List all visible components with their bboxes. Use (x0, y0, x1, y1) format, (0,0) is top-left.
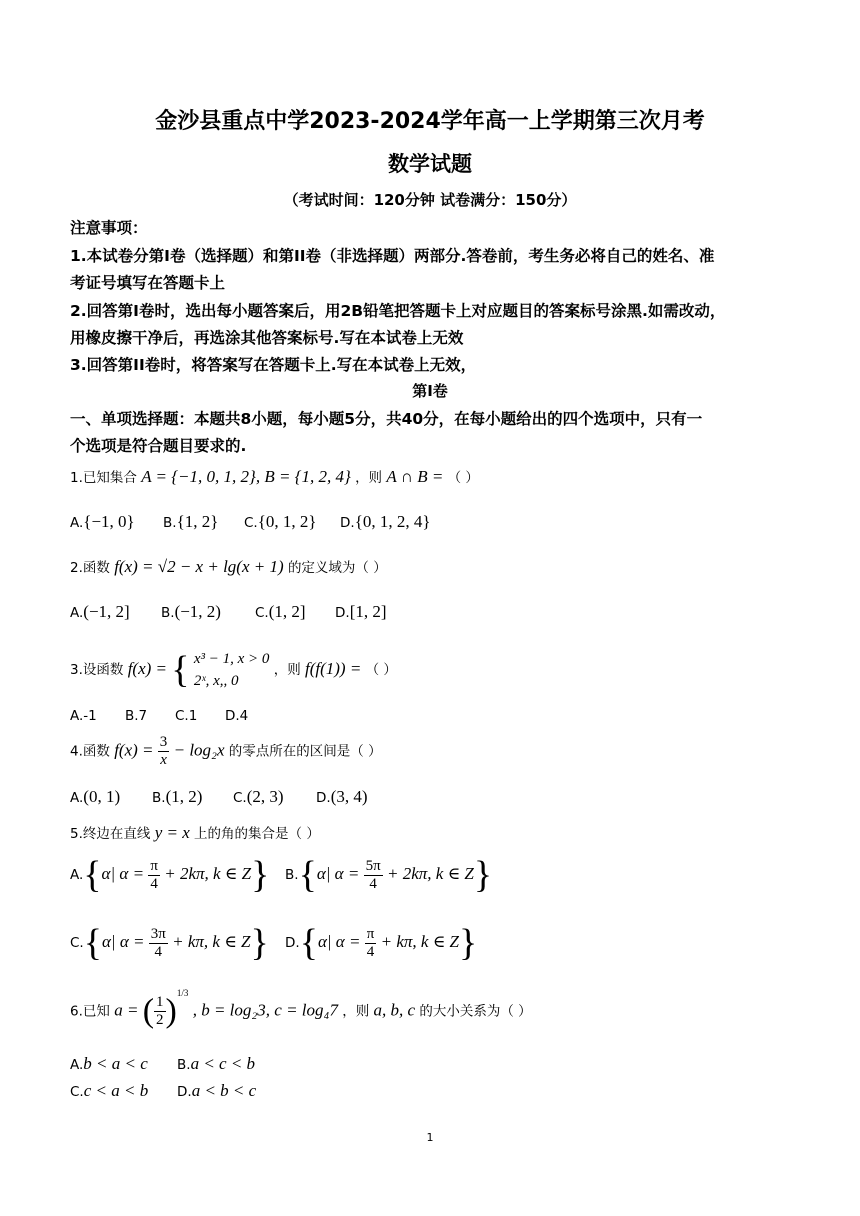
page-number: 1 (426, 1131, 434, 1144)
q5-prefix: 5.终边在直线 (70, 826, 151, 842)
q5-option-a[interactable]: A.{α| α = $\frac{\pi}{4}$ + 2kπ, k ∈ Z} (70, 854, 270, 896)
note-2-line-2: 用橡皮擦干净后，再选涂其他答案标号.写在本试卷上无效 (70, 329, 464, 347)
q1-expr: A ∩ B = (386, 467, 444, 486)
q3-option-a[interactable]: A.-1 (70, 708, 97, 724)
section-1-line-1: 一、单项选择题：本题共8小题，每小题5分，共40分，在每小题给出的四个选项中，只有一 (70, 410, 703, 428)
section-1-line-2: 个选项是符合题目要求的. (70, 437, 247, 455)
q2-option-c[interactable]: C.(1, 2] (255, 602, 306, 621)
q1-set-a: A = {−1, 0, 1, 2} (141, 467, 256, 486)
note-2-line-1: 2.回答第I卷时，选出每小题答案后，用2B铅笔把答题卡上对应题目的答案标号涂黑.如需改动， (70, 302, 726, 320)
q2-option-a[interactable]: A.(−1, 2] (70, 602, 130, 621)
q4-option-b[interactable]: B.(1, 2) (152, 787, 203, 806)
q6-prefix: 6.已知 (70, 1003, 110, 1020)
q3-cases (194, 648, 270, 692)
q6-exponent: 1/3 (176, 988, 189, 998)
q1-set-b: , B = {1, 2, 4} (255, 467, 351, 486)
q6-option-b[interactable]: B.a < c < b (177, 1054, 256, 1073)
exam-subject: 数学试题 (388, 152, 472, 176)
q6-option-a[interactable]: A.b < a < c (70, 1054, 148, 1073)
q3-fx: f(x) = (127, 659, 167, 678)
question-6 (70, 988, 532, 1030)
q5-option-b[interactable]: B.{α| α = $\frac{5\pi}{4}$ + 2kπ, k ∈ Z} (285, 854, 493, 896)
exam-info: （考试时间：120分钟 试卷满分：150分） (283, 191, 577, 209)
q1-paren: （ ） (447, 470, 479, 486)
q6-right-paren: ) (165, 992, 177, 1030)
q6-left-paren: ( (142, 992, 155, 1030)
q6-suffix: 的大小关系为（ ） (419, 1003, 532, 1020)
q3-case-2: 2ˣ, x,, 0 (193, 673, 239, 689)
q3-mid: ，则 (273, 662, 301, 678)
q4-prefix: 4.函数 (70, 743, 110, 760)
q6-rest: , b = log₂3, c = log₄7 (192, 1000, 338, 1020)
q4-option-d[interactable]: D.(3, 4) (316, 787, 368, 806)
q3-case-1: x³ − 1, x > 0 (193, 651, 270, 667)
q5-suffix: 上的角的集合是（ ） (194, 826, 320, 842)
q2-suffix: 的定义域为（ ） (287, 560, 387, 576)
question-4 (70, 734, 382, 769)
q6-abc: a, b, c (373, 1000, 416, 1020)
q6-option-c[interactable]: C.c < a < b (70, 1081, 149, 1100)
q6-option-d[interactable]: D.a < b < c (177, 1081, 257, 1100)
q5-option-c[interactable]: C.{α| α = $\frac{3\pi}{4}$ + kπ, k ∈ Z} (70, 922, 269, 964)
q1-prefix: 1.已知集合 (70, 470, 137, 486)
question-3 (70, 648, 397, 692)
q4-fraction: $\frac{3}{x}$ (159, 734, 168, 768)
q3-option-c[interactable]: C.1 (175, 708, 198, 724)
q2-expr: f(x) = √2 − x + lg(x + 1) (114, 557, 284, 576)
q2-option-b[interactable]: B.(−1, 2) (161, 602, 221, 621)
q5-option-d[interactable]: D.{α| α = $\frac{\pi}{4}$ + kπ, k ∈ Z} (285, 922, 478, 964)
exam-title: 金沙县重点中学2023-2024学年高一上学期第三次月考 (155, 109, 705, 134)
q5-expr: y = x (154, 823, 190, 842)
q3-option-b[interactable]: B.7 (125, 708, 148, 724)
question-2 (70, 556, 387, 577)
q3-prefix: 3.设函数 (70, 662, 124, 678)
q6-a-pre: a = (114, 1000, 139, 1020)
q1-option-d[interactable]: D.{0, 1, 2, 4} (340, 512, 431, 531)
q3-expr: f(f(1)) = (305, 659, 362, 678)
note-3: 3.回答第II卷时，将答案写在答题卡上.写在本试卷上无效， (70, 356, 477, 374)
q1-option-a[interactable]: A.{−1, 0} (70, 512, 135, 531)
notes-heading: 注意事项： (70, 219, 148, 237)
q4-fx: f(x) = (114, 740, 154, 760)
note-1-line-2: 考证号填写在答题卡上 (70, 274, 226, 292)
note-1-line-1: 1.本试卷分第I卷（选择题）和第II卷（非选择题）两部分.答卷前，考生务必将自己的姓名、准 (70, 247, 715, 265)
q4-option-a[interactable]: A.(0, 1) (70, 787, 121, 806)
part-1-label: 第I卷 (412, 382, 448, 400)
q6-fraction: $\frac{1}{2}$ (156, 994, 164, 1028)
question-1 (70, 466, 479, 487)
q3-option-d[interactable]: D.4 (225, 708, 249, 724)
q3-paren: （ ） (365, 662, 397, 678)
q1-mid: ，则 (355, 470, 383, 486)
q6-mid: ，则 (342, 1003, 370, 1020)
q2-option-d[interactable]: D.[1, 2] (335, 602, 387, 621)
q4-suffix: 的零点所在的区间是（ ） (228, 743, 382, 760)
q1-option-b[interactable]: B.{1, 2} (163, 512, 219, 531)
q1-option-c[interactable]: C.{0, 1, 2} (244, 512, 317, 531)
q4-option-c[interactable]: C.(2, 3) (233, 787, 284, 806)
question-5 (70, 822, 320, 843)
q2-prefix: 2.函数 (70, 560, 110, 576)
q3-brace: { (171, 649, 190, 691)
q4-rest: − log₂x (173, 740, 225, 760)
